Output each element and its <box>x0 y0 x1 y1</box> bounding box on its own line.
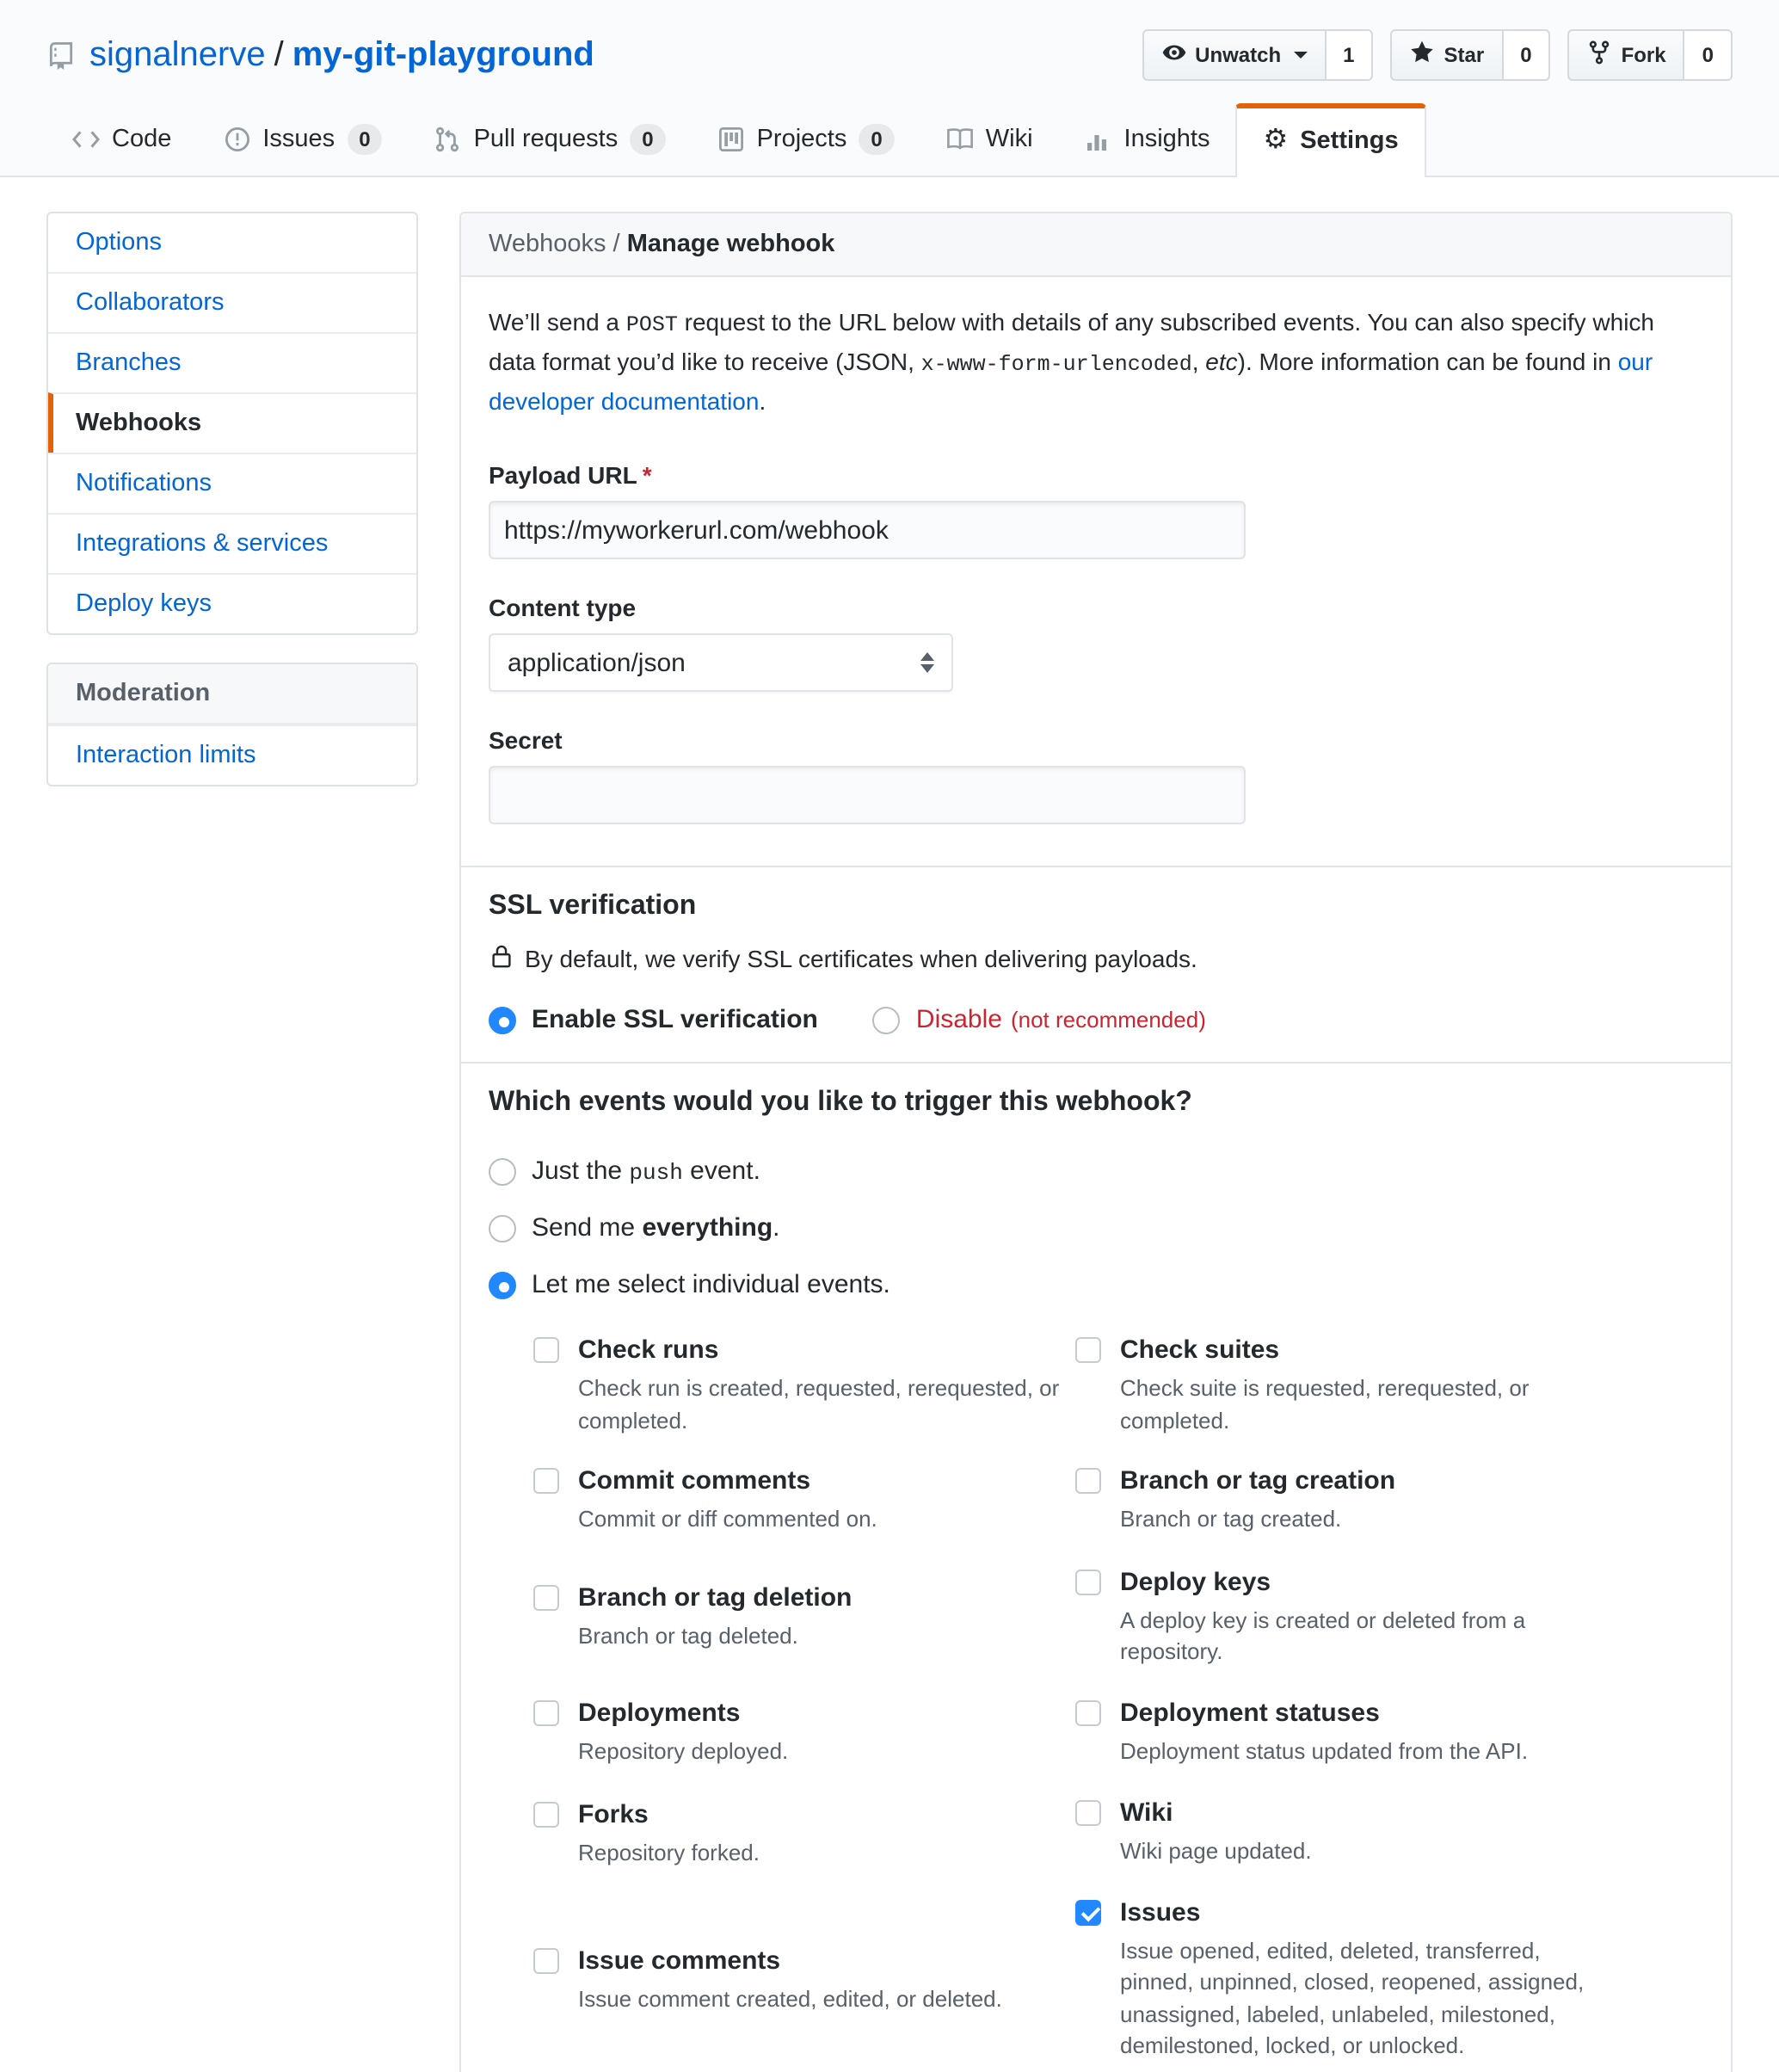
sidebar-item-webhooks[interactable]: Webhooks <box>48 392 416 453</box>
eye-icon <box>1160 40 1186 71</box>
webhook-panel <box>459 212 1733 2072</box>
fork-label: Fork <box>1621 43 1666 67</box>
event-description: Issue comment created, edited, or deleted. <box>578 1986 1002 2012</box>
intro-text: . <box>759 387 766 415</box>
forks-checkbox[interactable] <box>533 1801 559 1827</box>
event-title: Check suites <box>1120 1335 1280 1365</box>
events-option-individual <box>489 1270 1703 1299</box>
webhook-intro-text <box>489 305 1703 420</box>
webhook-form-section <box>461 277 1731 866</box>
intro-text: We’ll send a <box>489 308 626 336</box>
project-icon <box>717 126 745 153</box>
fork-icon <box>1587 40 1613 71</box>
commit-comments-checkbox[interactable] <box>533 1468 559 1494</box>
branch-tag-deletion-checkbox[interactable] <box>533 1584 559 1610</box>
event-description: Commit or diff commented on. <box>578 1506 877 1532</box>
event-description: Branch or tag created. <box>1120 1506 1342 1532</box>
tab-code[interactable] <box>46 103 197 176</box>
event-description: Wiki page updated. <box>1120 1838 1312 1864</box>
sidebar-item-integrations[interactable]: Integrations & services <box>48 513 416 573</box>
payload-url-input[interactable] <box>489 501 1246 559</box>
event-issue-comments <box>533 1945 1075 2016</box>
issues-checkbox[interactable] <box>1075 1899 1101 1925</box>
tab-wiki[interactable] <box>920 103 1059 176</box>
wiki-checkbox[interactable] <box>1075 1800 1101 1826</box>
event-description: Check suite is requested, rerequested, or completed. <box>1120 1375 1530 1433</box>
developer-docs-link[interactable]: our developer documentation <box>489 348 1653 415</box>
event-deploy-keys <box>1075 1565 1617 1668</box>
event-title: Forks <box>578 1799 649 1828</box>
ssl-verification-section <box>461 866 1731 1062</box>
moderation-header: Moderation <box>48 664 416 725</box>
star-label: Star <box>1444 43 1485 67</box>
label-text: Send me <box>532 1213 643 1243</box>
repo-name-link[interactable]: my-git-playground <box>292 35 594 73</box>
check-suites-checkbox[interactable] <box>1075 1337 1101 1363</box>
issues-count-badge: 0 <box>347 124 382 155</box>
event-description: Issue opened, edited, deleted, transferred, pinned, unpinned, closed, reopened, assigned, unassigned, labeled, unlabeled, milestoned, demilestoned, locked, or unlocked. <box>1120 1937 1585 2058</box>
enable-ssl-label: Enable SSL verification <box>532 1005 818 1034</box>
tab-label: Issues <box>262 126 335 153</box>
tab-projects[interactable] <box>692 103 920 176</box>
intro-code-urlencoded: x-www-form-urlencoded <box>920 353 1192 377</box>
star-icon <box>1410 40 1436 71</box>
check-runs-checkbox[interactable] <box>533 1337 559 1363</box>
payload-url-label-text: Payload URL <box>489 461 637 489</box>
deploy-keys-checkbox[interactable] <box>1075 1569 1101 1594</box>
page-header <box>0 0 1779 177</box>
pull-request-icon <box>434 126 462 153</box>
events-column-right <box>1075 1334 1617 2063</box>
tab-label: Projects <box>756 126 847 153</box>
send-everything-radio[interactable] <box>489 1214 516 1242</box>
tab-settings[interactable] <box>1236 103 1426 177</box>
deployments-checkbox[interactable] <box>533 1700 559 1726</box>
fork-button-group <box>1568 29 1733 81</box>
pull-requests-count-badge: 0 <box>630 124 665 155</box>
event-check-runs <box>533 1334 1075 1437</box>
moderation-menu <box>46 663 418 786</box>
event-title: Issues <box>1120 1897 1201 1927</box>
intro-code-post: POST <box>625 313 678 337</box>
event-commit-comments <box>533 1465 1075 1536</box>
sidebar-item-deploy-keys[interactable]: Deploy keys <box>48 573 416 633</box>
ssl-radio-group <box>489 1005 1703 1038</box>
label-text: . <box>773 1213 780 1243</box>
watch-count[interactable]: 1 <box>1326 29 1373 81</box>
chevron-down-icon <box>1293 52 1307 59</box>
events-column-left <box>533 1334 1075 2063</box>
event-description: Check run is created, requested, rerequested, or completed. <box>578 1375 1060 1433</box>
repo-icon <box>46 40 76 70</box>
required-marker: * <box>642 461 652 489</box>
unwatch-button[interactable] <box>1142 29 1326 81</box>
event-title: Deployments <box>578 1699 741 1728</box>
events-heading: Which events would you like to trigger this webhook? <box>489 1088 1192 1117</box>
event-description: Repository forked. <box>578 1839 760 1865</box>
repo-nav <box>46 103 1733 176</box>
issue-comments-checkbox[interactable] <box>533 1948 559 1974</box>
event-description: A deploy key is created or deleted from a repository. <box>1120 1606 1526 1664</box>
tab-label: Settings <box>1300 126 1399 154</box>
payload-url-label <box>489 461 1703 489</box>
sidebar-item-collaborators[interactable]: Collaborators <box>48 272 416 332</box>
just-push-label <box>532 1156 760 1186</box>
event-title: Deployment statuses <box>1120 1698 1380 1727</box>
projects-count-badge: 0 <box>859 124 894 155</box>
fork-button[interactable] <box>1568 29 1685 81</box>
lock-icon <box>489 943 514 974</box>
event-deployments <box>533 1697 1075 1768</box>
disable-ssl-radio[interactable] <box>873 1006 901 1033</box>
tab-issues[interactable] <box>197 103 408 176</box>
ssl-note-row <box>489 943 1703 974</box>
breadcrumb-current: Manage webhook <box>626 231 835 258</box>
webhooks-breadcrumb-link[interactable]: Webhooks <box>489 231 606 258</box>
issue-opened-icon <box>223 126 250 153</box>
event-title: Commit comments <box>578 1466 811 1495</box>
just-push-radio[interactable] <box>489 1157 516 1185</box>
event-title: Deploy keys <box>1120 1567 1271 1596</box>
push-code-text: push <box>629 1160 683 1186</box>
tab-insights[interactable] <box>1059 103 1236 176</box>
event-branch-tag-creation <box>1075 1465 1617 1536</box>
repo-separator: / <box>274 35 284 73</box>
breadcrumb-separator: / <box>606 231 627 258</box>
select-individual-radio[interactable] <box>489 1271 516 1298</box>
event-description: Branch or tag deleted. <box>578 1622 798 1648</box>
event-description: Deployment status updated from the API. <box>1120 1737 1529 1763</box>
disable-ssl-note: (not recommended) <box>1010 1007 1206 1033</box>
event-wiki <box>1075 1797 1617 1868</box>
settings-menu <box>46 212 418 635</box>
event-title: Wiki <box>1120 1798 1173 1828</box>
event-check-suites <box>1075 1334 1617 1437</box>
repo-title-row <box>46 28 1733 83</box>
tab-pull-requests[interactable] <box>409 103 692 176</box>
ssl-note-text: By default, we verify SSL certificates when delivering payloads. <box>525 945 1197 972</box>
sidebar-item-interaction-limits[interactable]: Interaction limits <box>48 725 416 785</box>
select-individual-label: Let me select individual events. <box>532 1270 890 1299</box>
code-icon <box>72 126 100 153</box>
disable-ssl-label: Disable <box>915 1005 1002 1034</box>
sidebar-item-options[interactable]: Options <box>76 229 162 256</box>
tab-label: Pull requests <box>473 126 619 153</box>
event-title: Branch or tag creation <box>1120 1466 1396 1495</box>
event-title: Branch or tag deletion <box>578 1582 853 1612</box>
intro-italic: etc <box>1205 348 1238 375</box>
deployment-statuses-checkbox[interactable] <box>1075 1699 1101 1725</box>
everything-bold-text: everything <box>642 1213 773 1243</box>
event-description: Repository deployed. <box>578 1738 789 1764</box>
secret-input[interactable] <box>489 766 1246 824</box>
book-icon <box>946 126 974 153</box>
ssl-heading: SSL verification <box>489 891 697 921</box>
content-type-value: application/json <box>508 648 686 677</box>
secret-label: Secret <box>489 726 563 754</box>
events-option-push <box>489 1156 1703 1186</box>
select-arrows-icon <box>920 652 934 673</box>
repo-actions <box>1142 29 1733 81</box>
events-option-everything <box>489 1213 1703 1243</box>
event-forks <box>533 1798 1075 1869</box>
graph-icon <box>1085 126 1112 153</box>
intro-text: , <box>1191 348 1206 375</box>
unwatch-label: Unwatch <box>1195 43 1282 67</box>
tab-label: Insights <box>1123 126 1210 153</box>
event-issues <box>1075 1896 1617 2063</box>
branch-tag-creation-checkbox[interactable] <box>1075 1468 1101 1494</box>
tab-label: Code <box>112 126 172 153</box>
event-branch-tag-deletion <box>533 1581 1075 1652</box>
tab-label: Wiki <box>985 126 1033 153</box>
intro-text: ). More information can be found in <box>1237 348 1618 375</box>
send-everything-label <box>532 1213 780 1243</box>
star-count[interactable]: 0 <box>1503 29 1550 81</box>
repo-owner-link[interactable]: signalnerve <box>89 35 266 73</box>
events-section <box>461 1062 1731 2072</box>
event-title: Issue comments <box>578 1946 781 1976</box>
events-grid <box>533 1334 1703 2063</box>
panel-breadcrumb <box>461 213 1731 277</box>
watch-button-group <box>1142 29 1373 81</box>
event-title: Check runs <box>578 1335 719 1365</box>
label-text: event. <box>682 1156 760 1186</box>
star-button-group <box>1391 29 1551 81</box>
label-text: Just the <box>532 1156 630 1186</box>
star-button[interactable] <box>1391 29 1504 81</box>
content-type-select[interactable] <box>489 633 953 692</box>
fork-count[interactable]: 0 <box>1685 29 1733 81</box>
main-content <box>46 212 1733 2072</box>
settings-sidebar <box>46 212 418 786</box>
webhook-panel-column <box>459 212 1733 2072</box>
enable-ssl-radio[interactable] <box>489 1006 516 1033</box>
breadcrumb <box>89 35 594 75</box>
intro-text: request to the URL below with details of any subscribed events. You can also specify which data format you’d like to receive (JSON, <box>489 308 1655 375</box>
event-deployment-statuses <box>1075 1696 1617 1767</box>
gear-icon: ⚙ <box>1263 125 1289 154</box>
content-type-label: Content type <box>489 594 637 621</box>
sidebar-item-notifications[interactable]: Notifications <box>48 453 416 513</box>
sidebar-item-branches[interactable]: Branches <box>48 332 416 392</box>
